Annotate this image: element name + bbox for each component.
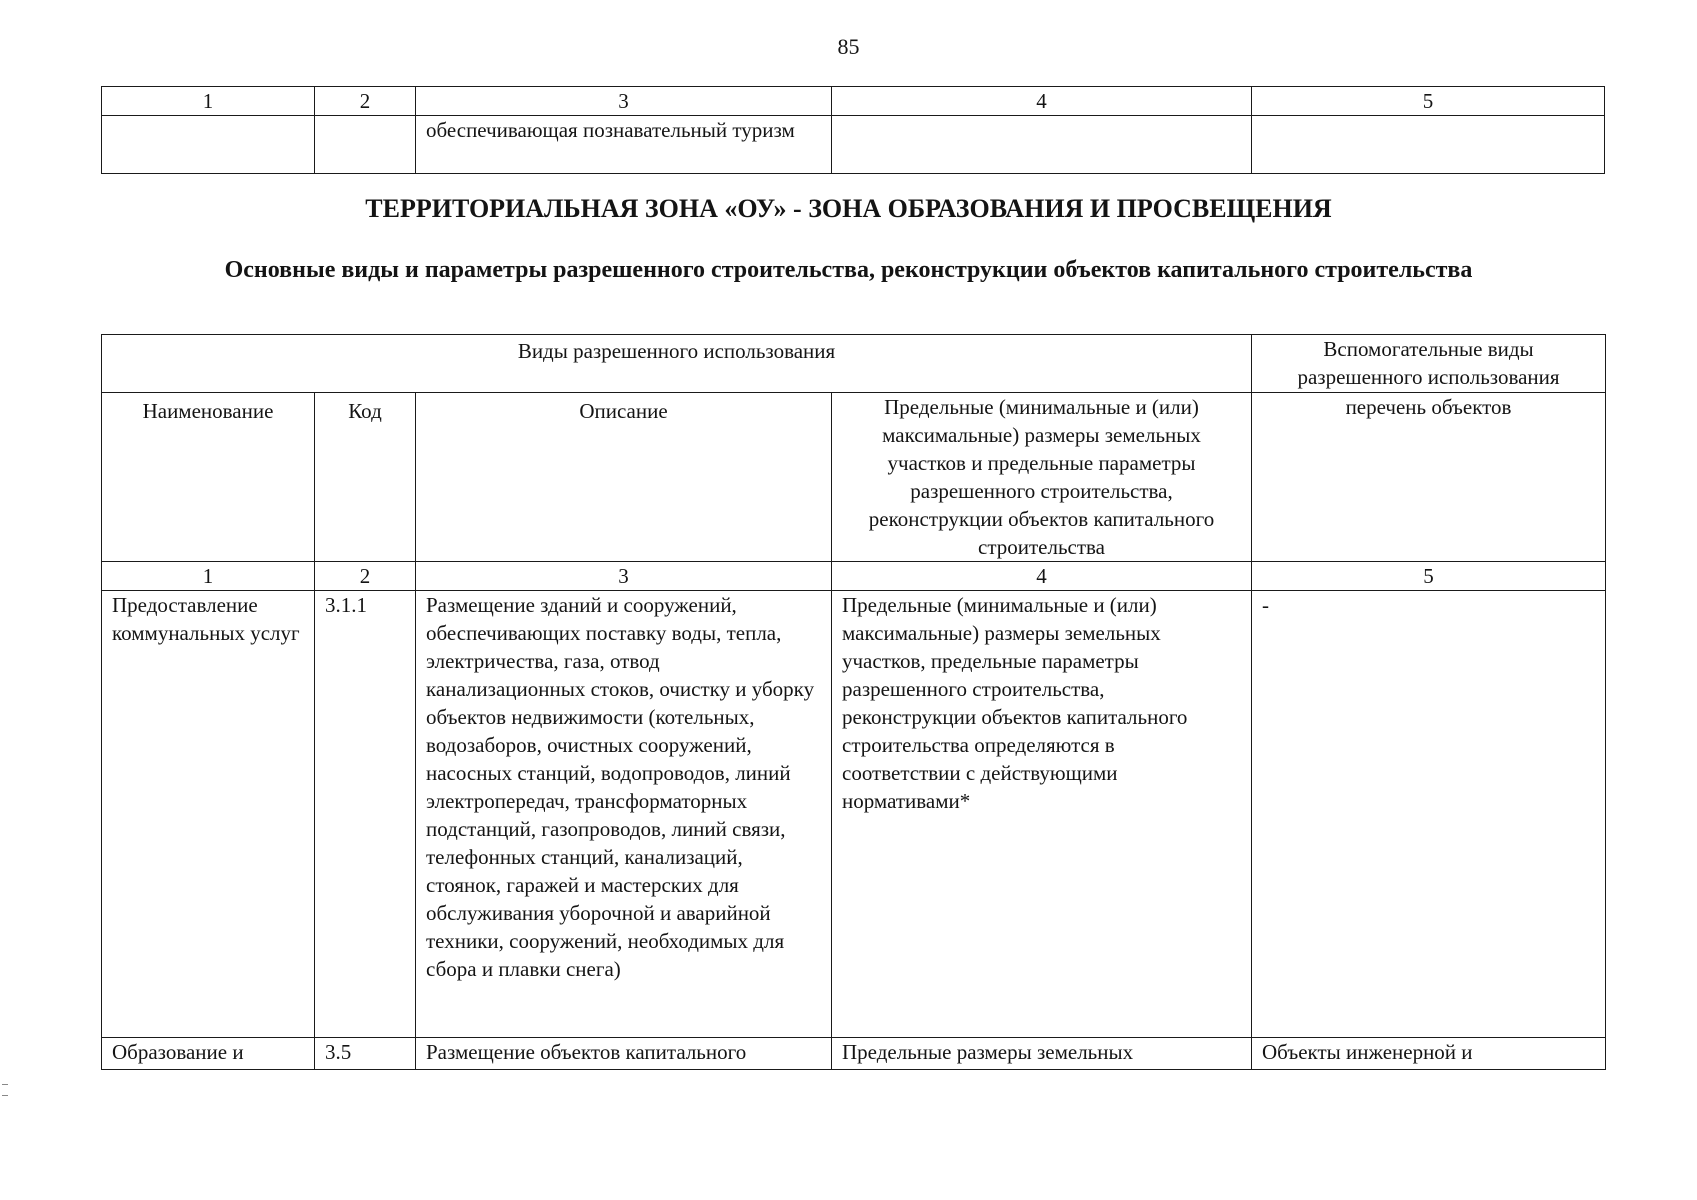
column-header-row <box>102 393 1606 562</box>
header-name: Наименование <box>102 393 315 562</box>
group-header-row <box>102 335 1606 393</box>
header-limits: Предельные (минимальные и (или) максимальные) размеры земельных участков и предельные параметры разрешенного строительства, реконструкции объектов капитального строительства <box>832 393 1252 562</box>
row-limits: Предельные размеры земельных <box>832 1038 1252 1070</box>
row-description: Размещение зданий и сооружений, обеспечивающих поставку воды, тепла, электричества, газа, отвод канализационных стоков, очистку и уборку объектов недвижимости (котельных, водозаборов, очистных сооружений, насосных станций, водопроводов, линий электропередач, трансформаторных подстанций, газопроводов, линий связи, телефонных станций, канализаций, стоянок, гаражей и мастерских для обслуживания уборочной и аварийной техники, сооружений, необходимых для сбора и плавки снега) <box>416 591 832 1038</box>
header-description: Описание <box>416 393 832 562</box>
table-row <box>102 1038 1606 1070</box>
section-subtitle: Основные виды и параметры разрешенного строительства, реконструкции объектов капитального строительства <box>224 257 1473 283</box>
row-code: 3.5 <box>315 1038 416 1070</box>
column-number-row <box>102 562 1606 591</box>
page-number: 85 <box>837 34 860 59</box>
header-code: Код <box>315 393 416 562</box>
column-number: 2 <box>315 562 416 591</box>
usage-table <box>101 334 1606 1070</box>
column-number: 4 <box>832 562 1252 591</box>
row-name: Предоставление коммунальных услуг <box>102 591 315 1038</box>
column-number: 1 <box>102 562 315 591</box>
column-number: 3 <box>416 562 832 591</box>
row-aux: Объекты инженерной и <box>1252 1038 1606 1070</box>
table-row <box>102 116 1605 174</box>
row-name: Образование и <box>102 1038 315 1070</box>
column-number: 2 <box>315 87 416 116</box>
table-cell <box>315 116 416 174</box>
row-limits: Предельные (минимальные и (или) максимальные) размеры земельных участков, предельные параметры разрешенного строительства, реконструкции объектов капитального строительства определяются в соответствии с действующими нормативами* <box>832 591 1252 1038</box>
table-row <box>102 591 1606 1038</box>
column-number: 1 <box>102 87 315 116</box>
aux-header: Вспомогательные виды разрешенного использования <box>1252 335 1606 393</box>
table-cell <box>832 116 1252 174</box>
row-aux: - <box>1252 591 1606 1038</box>
table-cell <box>102 116 315 174</box>
margin-mark <box>2 1084 8 1096</box>
table-cell: обеспечивающая познавательный туризм <box>416 116 832 174</box>
zone-title: ТЕРРИТОРИАЛЬНАЯ ЗОНА «ОУ» - ЗОНА ОБРАЗОВАНИЯ И ПРОСВЕЩЕНИЯ <box>365 194 1332 223</box>
group-header: Виды разрешенного использования <box>102 335 1252 393</box>
column-number: 5 <box>1252 562 1606 591</box>
column-number: 5 <box>1252 87 1605 116</box>
continued-table <box>101 86 1605 174</box>
row-description: Размещение объектов капитального <box>416 1038 832 1070</box>
table-cell <box>1252 116 1605 174</box>
column-number: 4 <box>832 87 1252 116</box>
column-number: 3 <box>416 87 832 116</box>
header-object-list: перечень объектов <box>1252 393 1606 562</box>
column-number-row <box>102 87 1605 116</box>
row-code: 3.1.1 <box>315 591 416 1038</box>
